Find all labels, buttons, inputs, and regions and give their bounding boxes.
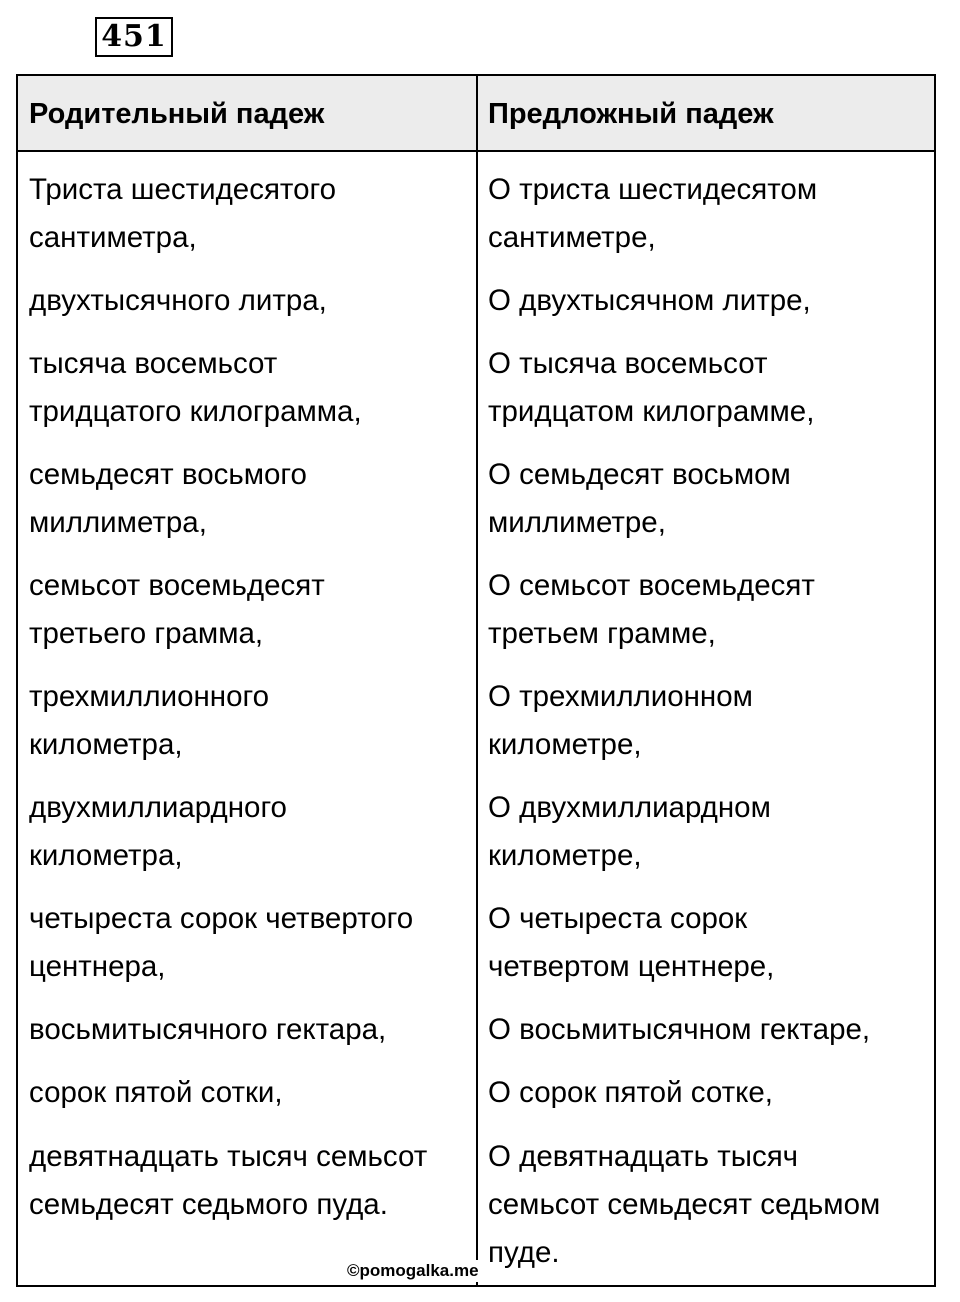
cell-prepositional: О четыреста сорок xyxy=(488,902,748,935)
cell-genitive: третьего грамма, xyxy=(29,617,264,650)
cell-prepositional: пуде. xyxy=(488,1236,560,1269)
cell-genitive: семьсот восемьдесят xyxy=(29,569,325,602)
cell-prepositional: семьсот семьдесят седьмом xyxy=(488,1188,881,1221)
cell-prepositional: миллиметре, xyxy=(488,506,666,539)
cell-prepositional: тридцатом килограмме, xyxy=(488,395,815,428)
cell-genitive: центнера, xyxy=(29,950,166,983)
cell-genitive: семьдесят восьмого xyxy=(29,458,307,491)
cell-prepositional: четвертом центнере, xyxy=(488,950,775,983)
cell-prepositional: О восьмитысячном гектаре, xyxy=(488,1013,871,1046)
cell-prepositional: О семьдесят восьмом xyxy=(488,458,791,491)
cell-prepositional: километре, xyxy=(488,839,642,872)
cell-genitive: сорок пятой сотки, xyxy=(29,1076,283,1109)
cell-genitive: девятнадцать тысяч семьсот xyxy=(29,1140,428,1173)
watermark: ©pomogalka.me xyxy=(347,1261,479,1280)
cell-prepositional: О трехмиллионном xyxy=(488,680,753,713)
cell-genitive: километра, xyxy=(29,839,183,872)
cell-prepositional: О двухтысячном литре, xyxy=(488,284,811,317)
cell-genitive: тридцатого килограмма, xyxy=(29,395,362,428)
cell-genitive: семьдесят седьмого пуда. xyxy=(29,1188,388,1221)
cell-genitive: километра, xyxy=(29,728,183,761)
cell-prepositional: километре, xyxy=(488,728,642,761)
header-genitive: Родительный падеж xyxy=(29,98,325,130)
cell-genitive: трехмиллионного xyxy=(29,680,270,713)
cell-prepositional: О двухмиллиардном xyxy=(488,791,771,824)
cell-genitive: двухтысячного литра, xyxy=(29,284,327,317)
cell-prepositional: О девятнадцать тысяч xyxy=(488,1140,799,1173)
cell-genitive: восьмитысячного гектара, xyxy=(29,1013,387,1046)
cell-genitive: двухмиллиардного xyxy=(29,791,287,824)
cell-prepositional: третьем грамме, xyxy=(488,617,716,650)
cell-genitive: четыреста сорок четвертого xyxy=(29,902,414,935)
cell-prepositional: О тысяча восемьсот xyxy=(488,347,768,380)
column-divider xyxy=(476,76,478,1285)
header-prepositional: Предложный падеж xyxy=(488,98,774,130)
answer-table xyxy=(16,74,936,1287)
cell-genitive: миллиметра, xyxy=(29,506,207,539)
cell-genitive: Триста шестидесятого xyxy=(29,173,337,206)
cell-genitive: сантиметра, xyxy=(29,221,197,254)
cell-prepositional: О триста шестидесятом xyxy=(488,173,818,206)
cell-prepositional: О семьсот восемьдесят xyxy=(488,569,815,602)
task-number: 451 xyxy=(95,17,173,57)
cell-prepositional: сантиметре, xyxy=(488,221,656,254)
cell-prepositional: О сорок пятой сотке, xyxy=(488,1076,773,1109)
cell-genitive: тысяча восемьсот xyxy=(29,347,278,380)
